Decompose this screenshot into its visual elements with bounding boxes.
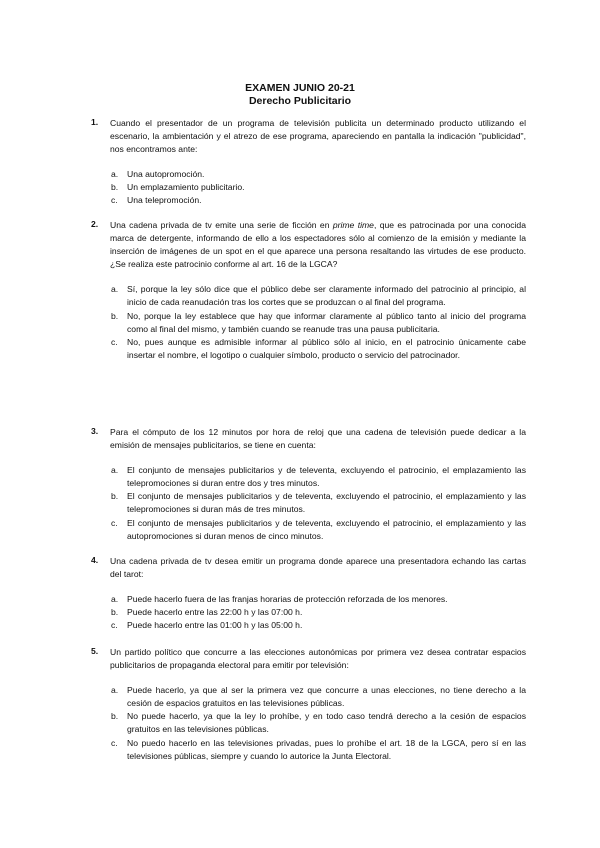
question-2 <box>91 219 526 362</box>
options-list <box>91 593 526 632</box>
option-c <box>111 517 526 543</box>
option-text: Puede hacerlo entre las 01:00 h y las 05:00 h. <box>127 620 303 631</box>
question-text <box>110 219 526 271</box>
option-text: Un emplazamiento publicitario. <box>127 182 245 193</box>
question-number: 3. <box>91 426 99 436</box>
option-text: El conjunto de mensajes publicitarios y de televenta, excluyendo el patrocinio, el emplazamiento y las autopromociones si duran menos de cinco minutos. <box>127 517 526 541</box>
option-b <box>111 710 526 736</box>
question-number: 1. <box>91 117 99 127</box>
option-text: Puede hacerlo, ya que al ser la primera vez que concurre a unas elecciones, no tiene derecho a la cesión de espacios gratuitos en las televisiones públicas. <box>127 685 526 709</box>
question-text: Una cadena privada de tv desea emitir un programa donde aparece una presentadora echando las cartas del tarot: <box>110 556 526 580</box>
option-a <box>111 464 526 490</box>
question-1 <box>91 117 526 208</box>
question-number: 2. <box>91 219 99 229</box>
page-title: EXAMEN JUNIO 20-21 <box>245 82 355 94</box>
option-a <box>111 283 526 309</box>
option-a <box>111 168 526 181</box>
option-letter: a. <box>111 594 119 605</box>
question-text: Un partido político que concurre a las elecciones autonómicas por primera vez desea contratar espacios publicitarios de propaganda electoral para emitir por televisión: <box>110 647 526 671</box>
options-list <box>91 168 526 207</box>
options-list <box>91 684 526 763</box>
question-4 <box>91 555 526 632</box>
option-text: No puedo hacerlo en las televisiones privadas, pues lo prohíbe el art. 18 de la LGCA, pero sí en las televisiones públicas, siempre y cuando lo autorice la Junta Electoral. <box>127 737 526 761</box>
option-c <box>111 619 526 632</box>
option-a <box>111 593 526 606</box>
question-text-start: Una cadena privada de tv emite una serie de ficción en <box>110 220 333 230</box>
option-letter: a. <box>111 685 119 696</box>
option-b <box>111 181 526 194</box>
option-letter: b. <box>111 491 119 502</box>
option-letter: a. <box>111 465 119 476</box>
option-letter: a. <box>111 169 119 180</box>
option-text: No, porque la ley establece que hay que informar claramente al público tanto al inicio del programa como al final del mismo, y también cuando se reanude tras una pausa publicitaria. <box>127 310 526 334</box>
option-b <box>111 310 526 336</box>
question-text-italic: prime time <box>332 220 374 230</box>
question-text: Para el cómputo de los 12 minutos por hora de reloj que una cadena de televisión puede dedicar a la emisión de mensajes publicitarios, se tiene en cuenta: <box>110 427 526 451</box>
option-letter: b. <box>111 607 119 618</box>
option-letter: c. <box>111 517 118 528</box>
option-text: El conjunto de mensajes publicitarios y de televenta, excluyendo el patrocinio, el emplazamiento las telepromociones si duran entre dos y tres minutos. <box>127 465 526 489</box>
question-5 <box>91 646 526 763</box>
option-text: El conjunto de mensajes publicitarios y de televenta, excluyendo el patrocinio, el emplazamiento y las telepromociones si duran más de tres minutos. <box>127 491 526 515</box>
option-c <box>111 194 526 207</box>
option-text: Puede hacerlo entre las 22:00 h y las 07:00 h. <box>127 607 303 618</box>
option-c <box>111 737 526 763</box>
option-c <box>111 336 526 362</box>
question-text: Cuando el presentador de un programa de televisión publicita un determinado producto utilizando el escenario, la ambientación y el atrezo de ese programa, apareciendo en pantalla la indicación "publicidad", nos encontramos ante: <box>110 118 526 155</box>
option-letter: a. <box>111 284 119 295</box>
question-number: 5. <box>91 646 99 656</box>
option-letter: c. <box>111 336 118 347</box>
option-text: No, pues aunque es admisible informar al público sólo al inicio, en el patrocinio únicamente cabe insertar el nombre, el logotipo o cualquier símbolo, producto o servicio del patrocinador. <box>127 336 526 360</box>
option-a <box>111 684 526 710</box>
option-text: Una telepromoción. <box>127 195 202 206</box>
option-text: Una autopromoción. <box>127 169 205 180</box>
option-letter: b. <box>111 182 119 193</box>
question-3 <box>91 426 526 543</box>
question-text-end: , que es patrocinada por una conocida marca de detergente, informando de ello a los espectadores sólo al comienzo de la emisión y mediante la inserción de imágenes de un spot en el que aparece una persona resaltando las virtudes de ese producto. ¿Se realiza este patrocinio conforme al art. 16 de la LGCA? <box>110 220 526 270</box>
option-letter: c. <box>111 620 118 631</box>
option-letter: b. <box>111 310 119 321</box>
option-letter: b. <box>111 711 119 722</box>
page-subtitle: Derecho Publicitario <box>248 95 352 107</box>
option-b <box>111 606 526 619</box>
option-letter: c. <box>111 737 118 748</box>
question-number: 4. <box>91 555 99 565</box>
options-list <box>91 283 526 362</box>
option-b <box>111 490 526 516</box>
option-letter: c. <box>111 195 118 206</box>
option-text: No puede hacerlo, ya que la ley lo prohíbe, y en todo caso tendrá derecho a la cesión de espacios gratuitos en las televisiones públicas. <box>127 711 526 735</box>
option-text: Sí, porque la ley sólo dice que el público debe ser claramente informado del patrocinio al principio, al inicio de cada reanudación tras los cortes que se produzcan o al final del programa. <box>127 284 526 308</box>
option-text: Puede hacerlo fuera de las franjas horarias de protección reforzada de los menores. <box>127 594 448 605</box>
options-list <box>91 464 526 543</box>
